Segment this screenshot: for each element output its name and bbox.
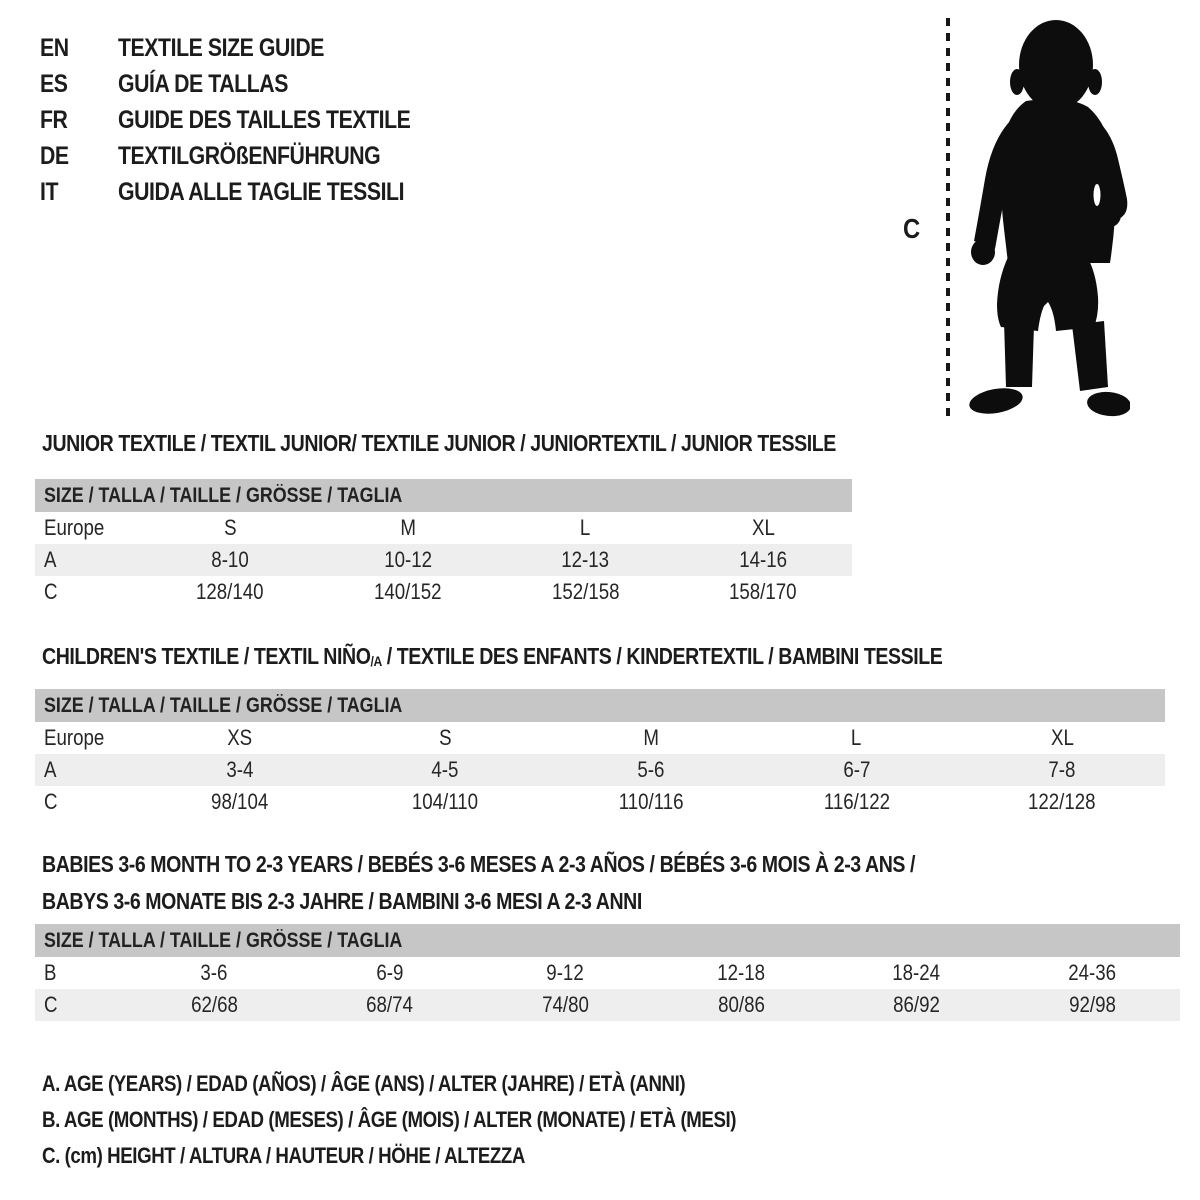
table-row-height xyxy=(35,786,1165,818)
height-measure-label: C xyxy=(903,213,921,244)
size-cell: M xyxy=(399,515,416,540)
months-cell: 24-36 xyxy=(1068,960,1117,985)
row-label: C xyxy=(44,579,58,604)
height-cell: 92/98 xyxy=(1068,992,1116,1017)
table-row-height xyxy=(35,576,852,608)
height-cell: 152/158 xyxy=(551,579,620,604)
row-label: C xyxy=(44,789,58,814)
row-label: Europe xyxy=(44,515,105,540)
age-cell: 12-13 xyxy=(561,547,610,572)
height-cell: 122/128 xyxy=(1028,789,1096,814)
language-code: ES xyxy=(40,69,68,98)
age-cell: 3-4 xyxy=(225,757,254,782)
language-code: EN xyxy=(40,33,69,62)
months-cell: 9-12 xyxy=(546,960,585,985)
row-label: B xyxy=(44,960,57,985)
size-cell: XS xyxy=(227,725,252,750)
babies-size-table xyxy=(35,924,1180,1021)
legend-line-c: C. (cm) HEIGHT / ALTURA / HAUTEUR / HÖHE / ALTEZZA xyxy=(42,1143,525,1168)
height-cell: 80/86 xyxy=(717,992,765,1017)
children-section-heading: CHILDREN'S TEXTILE / TEXTIL NIÑO/A / TEXTILE DES ENFANTS / KINDERTEXTIL / BAMBINI TESSILE xyxy=(42,643,943,671)
age-cell: 10-12 xyxy=(383,547,432,572)
height-cell: 116/122 xyxy=(823,789,890,814)
babies-section-heading-line1: BABIES 3-6 MONTH TO 2-3 YEARS / BEBÉS 3-6 MESES A 2-3 AÑOS / BÉBÉS 3-6 MOIS À 2-3 ANS / xyxy=(42,851,916,877)
size-table-header: SIZE / TALLA / TAILLE / GRÖSSE / TAGLIA xyxy=(35,924,1180,957)
language-row-de xyxy=(40,138,462,174)
height-cell: 86/92 xyxy=(893,992,941,1017)
size-cell: L xyxy=(580,515,591,540)
legend-line-b: B. AGE (MONTHS) / EDAD (MESES) / ÂGE (MOIS) / ALTER (MONATE) / ETÀ (MESI) xyxy=(42,1107,737,1132)
language-row-en xyxy=(40,30,462,66)
babies-section-heading-line2: BABYS 3-6 MONATE BIS 2-3 JAHRE / BAMBINI 3-6 MESI A 2-3 ANNI xyxy=(42,888,642,914)
months-cell: 18-24 xyxy=(892,960,941,985)
age-cell: 4-5 xyxy=(431,757,459,782)
legend-line-a: A. AGE (YEARS) / EDAD (AÑOS) / ÂGE (ANS) / ALTER (JAHRE) / ETÀ (ANNI) xyxy=(42,1071,686,1096)
size-cell: M xyxy=(643,725,659,750)
language-code: IT xyxy=(40,177,59,206)
table-row-height xyxy=(35,989,1180,1021)
row-label: C xyxy=(44,992,58,1017)
row-label: Europe xyxy=(44,725,105,750)
age-cell: 7-8 xyxy=(1048,757,1076,782)
height-cell: 68/74 xyxy=(366,992,414,1017)
age-cell: 6-7 xyxy=(842,757,870,782)
size-cell: S xyxy=(438,725,452,750)
language-title: TEXTILGRÖßENFÜHRUNG xyxy=(118,141,381,170)
height-cell: 62/68 xyxy=(190,992,238,1017)
size-cell: L xyxy=(851,725,862,750)
language-code: FR xyxy=(40,105,68,134)
size-cell: S xyxy=(223,515,237,540)
language-title: GUÍA DE TALLAS xyxy=(118,69,288,98)
legend-block xyxy=(42,1066,859,1174)
language-code: DE xyxy=(40,141,69,170)
height-cell: 128/140 xyxy=(196,579,264,604)
heading-subscript: /A xyxy=(370,654,382,671)
table-row-age xyxy=(35,544,852,576)
age-cell: 5-6 xyxy=(637,757,665,782)
months-cell: 3-6 xyxy=(200,960,228,985)
size-cell: XL xyxy=(751,515,775,540)
age-cell: 14-16 xyxy=(739,547,788,572)
height-cell: 110/116 xyxy=(618,789,684,814)
children-size-table xyxy=(35,689,1165,818)
junior-section-heading: JUNIOR TEXTILE / TEXTIL JUNIOR/ TEXTILE JUNIOR / JUNIORTEXTIL / JUNIOR TESSILE xyxy=(42,430,836,456)
row-label: A xyxy=(44,547,57,572)
height-cell: 140/152 xyxy=(373,579,442,604)
table-row-age xyxy=(35,754,1165,786)
language-row-fr xyxy=(40,102,462,138)
language-row-es xyxy=(40,66,462,102)
months-cell: 6-9 xyxy=(376,960,404,985)
height-dashed-line xyxy=(946,18,950,418)
table-row-months xyxy=(35,957,1180,989)
language-header-block xyxy=(40,30,462,210)
language-row-it xyxy=(40,174,462,210)
junior-size-table xyxy=(35,479,852,608)
age-cell: 8-10 xyxy=(211,547,249,572)
table-row-europe xyxy=(35,722,1165,754)
height-cell: 74/80 xyxy=(542,992,589,1017)
row-label: A xyxy=(44,757,57,782)
language-title: GUIDE DES TAILLES TEXTILE xyxy=(118,105,411,134)
height-cell: 158/170 xyxy=(729,579,797,604)
toddler-silhouette-image xyxy=(968,19,1130,417)
size-table-header: SIZE / TALLA / TAILLE / GRÖSSE / TAGLIA xyxy=(35,479,852,512)
height-cell: 104/110 xyxy=(412,789,479,814)
table-row-europe xyxy=(35,512,852,544)
size-cell: XL xyxy=(1050,725,1074,750)
language-title: GUIDA ALLE TAGLIE TESSILI xyxy=(118,177,405,206)
size-table-header: SIZE / TALLA / TAILLE / GRÖSSE / TAGLIA xyxy=(35,689,1165,722)
language-title: TEXTILE SIZE GUIDE xyxy=(118,33,325,62)
height-cell: 98/104 xyxy=(210,789,269,814)
months-cell: 12-18 xyxy=(717,960,765,985)
